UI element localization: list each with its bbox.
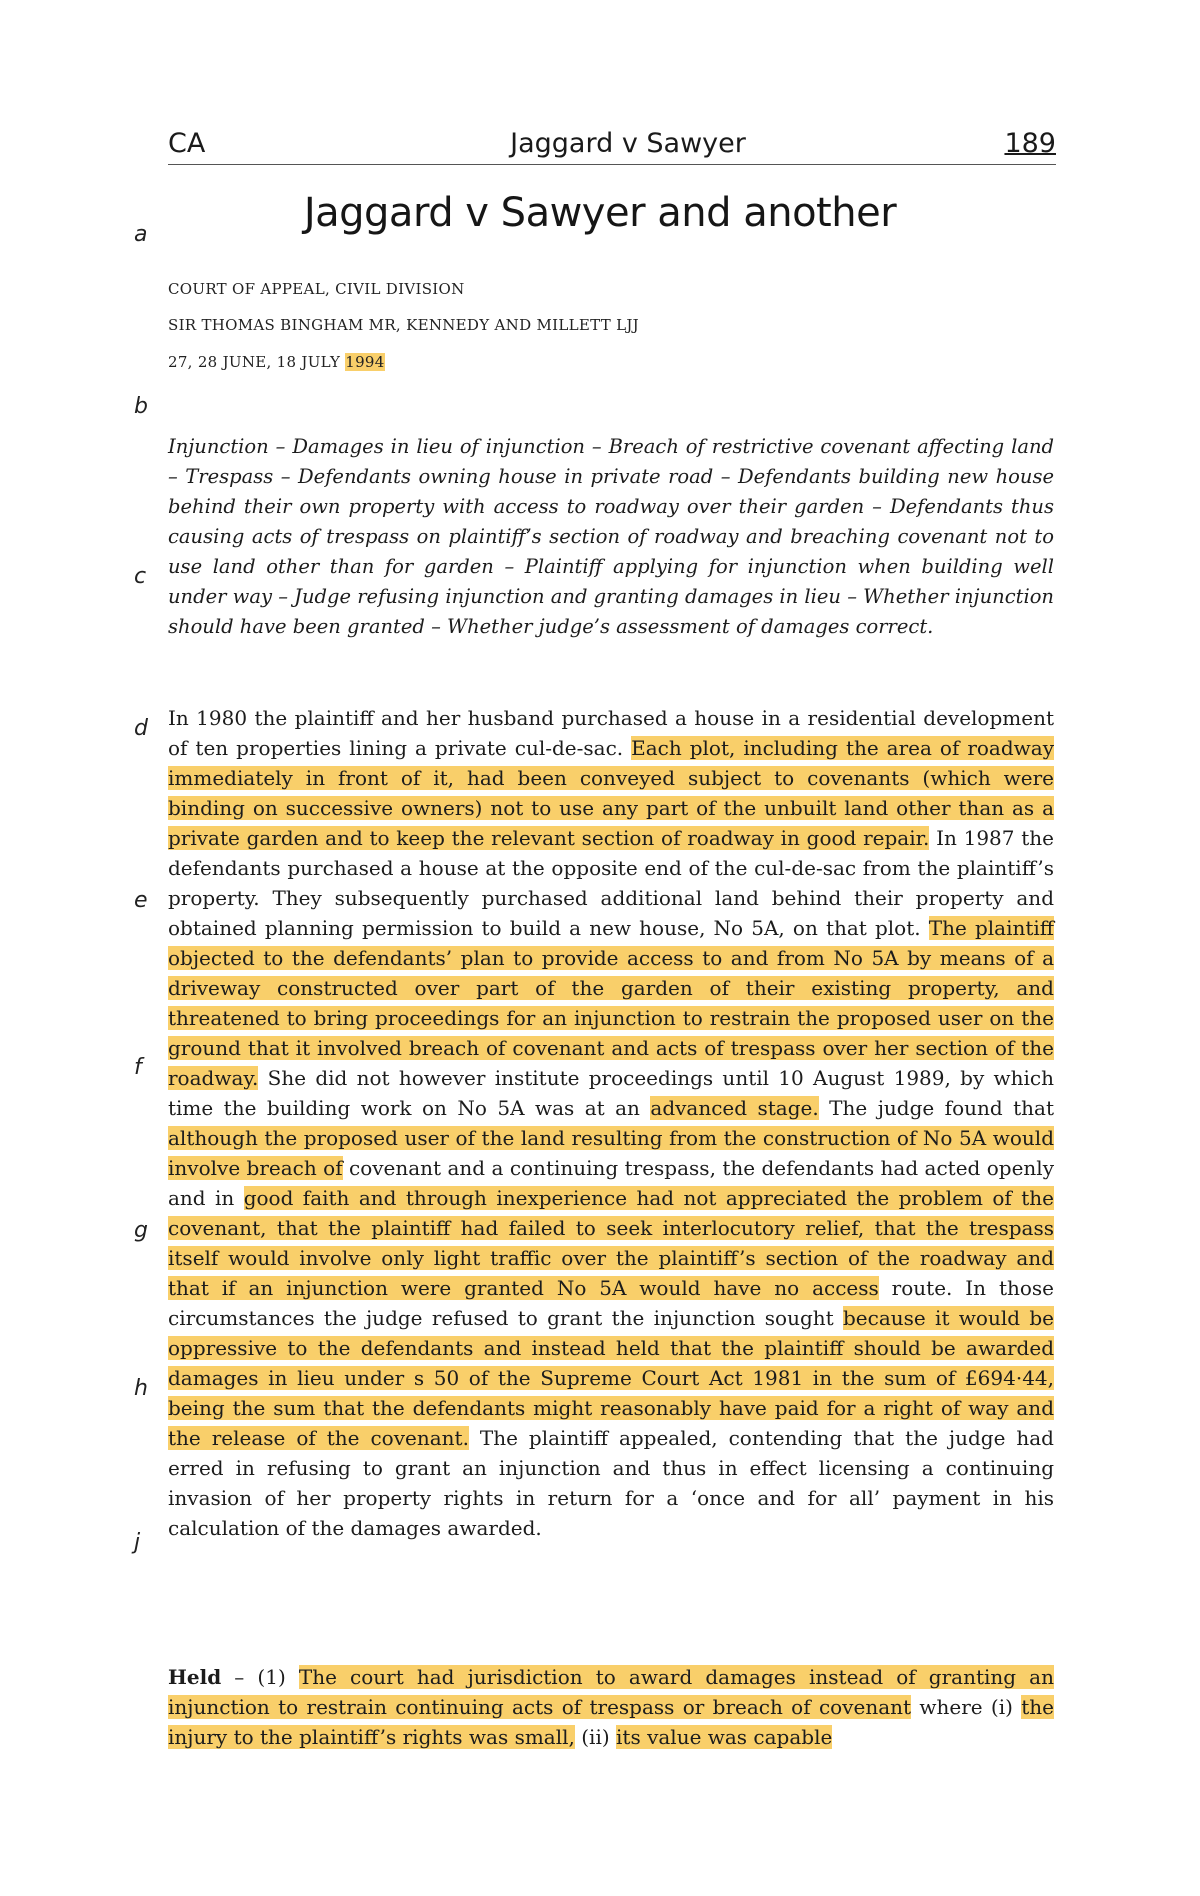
held-text: (ii) [574,1725,617,1749]
facts-highlight: although the proposed user of the land resulting from the construction of No 5A would involve breach of [168,1126,1054,1180]
running-header [168,128,1056,168]
page-number: 189 [1004,128,1056,159]
margin-letter-j: j [134,1530,141,1555]
held-highlight: the injury to the plaintiff’s rights was small, [168,1695,1054,1749]
facts-text: covenant and a continuing trespass, the defendants had acted openly and in [168,1156,1054,1210]
facts-highlight: Each plot, including the area of roadway immediately in front of it, had been conveyed subject to covenants (which were binding on successive owners) not to use any part of the unbuilt land other than as a private garden and to keep the relevant section of roadway in good repair. [168,736,1055,850]
held-text: where (i) [911,1695,1022,1719]
facts-text: She did not however institute proceedings until 10 August 1989, by which time the building work on No 5A was at an [168,1066,1054,1120]
facts-highlight: advanced stage. [650,1096,819,1120]
facts-text: The judge found that [818,1096,1054,1120]
facts-text: route. In those circumstances the judge refused to grant the injunction sought [168,1276,1055,1330]
headnote-held [168,1662,1054,1752]
case-title: Jaggard v Sawyer and another [303,190,897,236]
held-text: – (1) [221,1665,299,1689]
catchwords: Injunction – Damages in lieu of injunction – Breach of restrictive covenant affecting land – Trespass – Defendants owning house in private road – Defendants building new house behind their own property with access to roadway over their garden – Defendants thus causing acts of trespass on plaintiff’s section of roadway and breaching covenant not to use land other than for garden – Plaintiff applying for injunction when building well under way – Judge refusing injunction and granting damages in lieu – Whether injunction should have been granted – Whether judge’s assessment of damages correct. [168,434,1054,638]
court-abbreviation: CA [168,128,206,159]
margin-letter-a: a [134,222,148,247]
running-title: Jaggard v Sawyer [510,128,746,159]
margin-letter-g: g [134,1218,148,1243]
facts-highlight: because it would be oppressive to the defendants and instead held that the plaintiff should be awarded damages in lieu under s 50 of the Supreme Court Act 1981 in the sum of £694·44, being the sum that the defendants might reasonably have paid for a right of way and the release of the covenant. [168,1306,1054,1450]
hearing-year: 1994 [345,353,385,371]
margin-letter-f: f [134,1055,142,1080]
judges: SIR THOMAS BINGHAM MR, KENNEDY AND MILLETT LJJ [168,316,639,334]
court-name: COURT OF APPEAL, CIVIL DIVISION [168,280,465,298]
margin-letter-b: b [134,394,148,419]
margin-letter-c: c [134,564,147,589]
hearing-dates [168,353,385,371]
facts-text: In 1987 the defendants purchased a house at the opposite end of the cul-de-sac from the plaintiff’s property. They subsequently purchased additional land behind their property and obtained planning permission to build a new house, No 5A, on that plot. [168,826,1054,940]
margin-letter-h: h [134,1376,148,1401]
header-rule [168,164,1056,165]
hearing-dates-text: 27, 28 JUNE, 18 JULY [168,353,346,371]
facts-highlight: good faith and through inexperience had not appreciated the problem of the covenant, that the plaintiff had failed to seek interlocutory relief, that the trespass itself would involve only light traffic over the plaintiff’s section of the roadway and that if an injunction were granted No 5A would have no access [168,1186,1054,1300]
held-highlight: The court had jurisdiction to award damages instead of granting an injunction to restrain continuing acts of trespass or breach of covenant [168,1665,1054,1719]
margin-letter-e: e [134,888,148,913]
facts-text: In 1980 the plaintiff and her husband purchased a house in a residential development of ten properties lining a private cul-de-sac. [168,706,1054,760]
facts-text: The plaintiff appealed, contending that the judge had erred in refusing to grant an injunction and thus in effect licensing a continuing invasion of her property rights in return for a ‘once and for all’ payment in his calculation of the damages awarded. [168,1426,1054,1540]
headnote-facts [168,703,1054,1543]
held-highlight: its value was capable [616,1725,833,1749]
held-label: Held [168,1665,222,1689]
margin-letter-d: d [134,716,148,741]
facts-highlight: The plaintiff objected to the defendants’ plan to provide access to and from No 5A by means of a driveway constructed over part of the garden of their existing property, and threatened to bring proceedings for an injunction to restrain the proposed user on the ground that it involved breach of covenant and acts of trespass over her section of the roadway. [168,916,1054,1090]
